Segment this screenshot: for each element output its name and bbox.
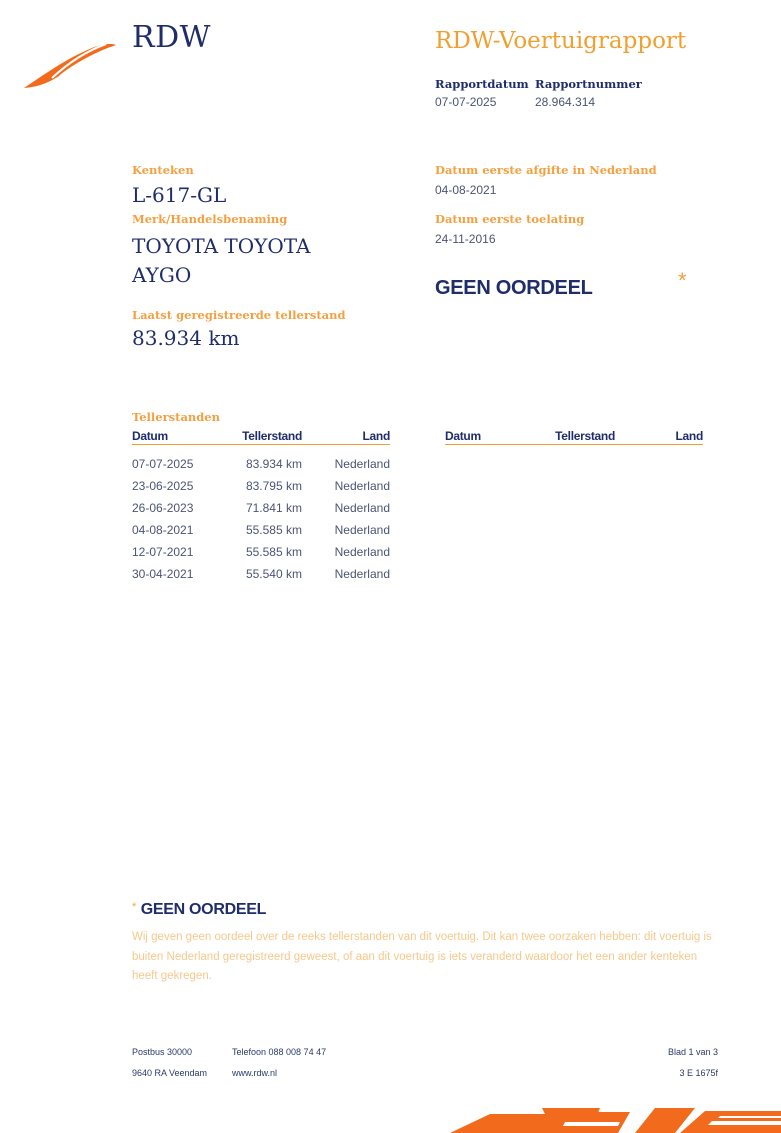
note-text: Wij geven geen oordeel over de reeks tellerstanden van dit voertuig. Dit kan twee oorzaken hebben: dit voertuig is buiten Nederland geregistreerd geweest, of aan dit voertuig is iets veranderd waardoor het een ander kenteken heeft gekregen.: [132, 931, 712, 982]
report-date-label: Rapportdatum: [435, 77, 529, 91]
rdw-logo-icon: [22, 38, 118, 92]
footer-postbus: Postbus 30000: [132, 1047, 193, 1057]
cell-date: 26-06-2023: [132, 500, 194, 515]
cell-reading: 55.585 km: [245, 522, 302, 537]
make-line-1: TOYOTA TOYOTA: [132, 234, 311, 258]
odometer-table-right: [445, 429, 703, 445]
cell-reading: 55.585 km: [245, 544, 302, 559]
odometer-label: Laatst geregistreerde tellerstand: [132, 308, 346, 322]
odometer-table-left: [132, 429, 390, 585]
odometer-value: 83.934 km: [132, 326, 240, 350]
footer-website[interactable]: www.rdw.nl: [232, 1068, 278, 1078]
cell-country: Nederland: [334, 544, 390, 559]
first-admission-value: 24-11-2016: [435, 232, 496, 246]
table-row: [132, 541, 390, 563]
verdict-text: GEEN OORDEEL: [435, 277, 593, 299]
report-number-label: Rapportnummer: [535, 77, 642, 91]
cell-date: 12-07-2021: [132, 544, 194, 559]
table-row: [132, 475, 390, 497]
footer-page: Blad 1 van 3: [667, 1047, 718, 1057]
cell-date: 23-06-2025: [132, 478, 194, 493]
header-date: Datum: [445, 429, 531, 445]
note-heading: [132, 901, 266, 919]
header-country: Land: [615, 429, 703, 445]
report-title: RDW-Voertuigrapport: [435, 28, 687, 54]
report-number-value: 28.964.314: [535, 95, 596, 109]
cell-date: 30-04-2021: [132, 566, 194, 581]
header-reading: Tellerstand: [531, 429, 615, 445]
table-row: [132, 519, 390, 541]
table-row: [132, 497, 390, 519]
plate-value: L-617-GL: [132, 183, 227, 207]
make-line-2: AYGO: [132, 263, 192, 287]
first-registration-nl-label: Datum eerste afgifte in Nederland: [435, 163, 657, 177]
header-country: Land: [302, 429, 390, 445]
header-date: Datum: [132, 429, 222, 445]
cell-country: Nederland: [334, 522, 390, 537]
brand-name: RDW: [132, 20, 211, 55]
first-registration-nl-value: 04-08-2021: [435, 183, 497, 197]
table-row: [132, 453, 390, 475]
cell-country: Nederland: [334, 566, 390, 581]
verdict-star: *: [678, 268, 687, 293]
first-admission-label: Datum eerste toelating: [435, 212, 585, 226]
report-date-value: 07-07-2025: [435, 95, 497, 109]
plate-label: Kenteken: [132, 163, 194, 177]
decorative-stripes-icon: [450, 1108, 781, 1133]
cell-country: Nederland: [334, 478, 390, 493]
note-star: *: [132, 901, 137, 913]
footer-code: 3 E 1675f: [679, 1068, 718, 1078]
footer-phone: Telefoon 088 008 74 47: [232, 1047, 327, 1057]
cell-reading: 71.841 km: [245, 500, 302, 515]
make-label: Merk/Handelsbenaming: [132, 212, 288, 226]
cell-date: 04-08-2021: [132, 522, 194, 537]
table-row: [132, 563, 390, 585]
cell-reading: 83.795 km: [245, 478, 302, 493]
cell-reading: 55.540 km: [245, 566, 302, 581]
note-title: GEEN OORDEEL: [140, 901, 267, 918]
cell-country: Nederland: [334, 500, 390, 515]
footer-address: 9640 RA Veendam: [132, 1068, 208, 1078]
odometer-section-title: Tellerstanden: [132, 410, 220, 424]
cell-date: 07-07-2025: [132, 456, 194, 471]
header-reading: Tellerstand: [222, 429, 302, 445]
cell-reading: 83.934 km: [245, 456, 302, 471]
cell-country: Nederland: [334, 456, 390, 471]
